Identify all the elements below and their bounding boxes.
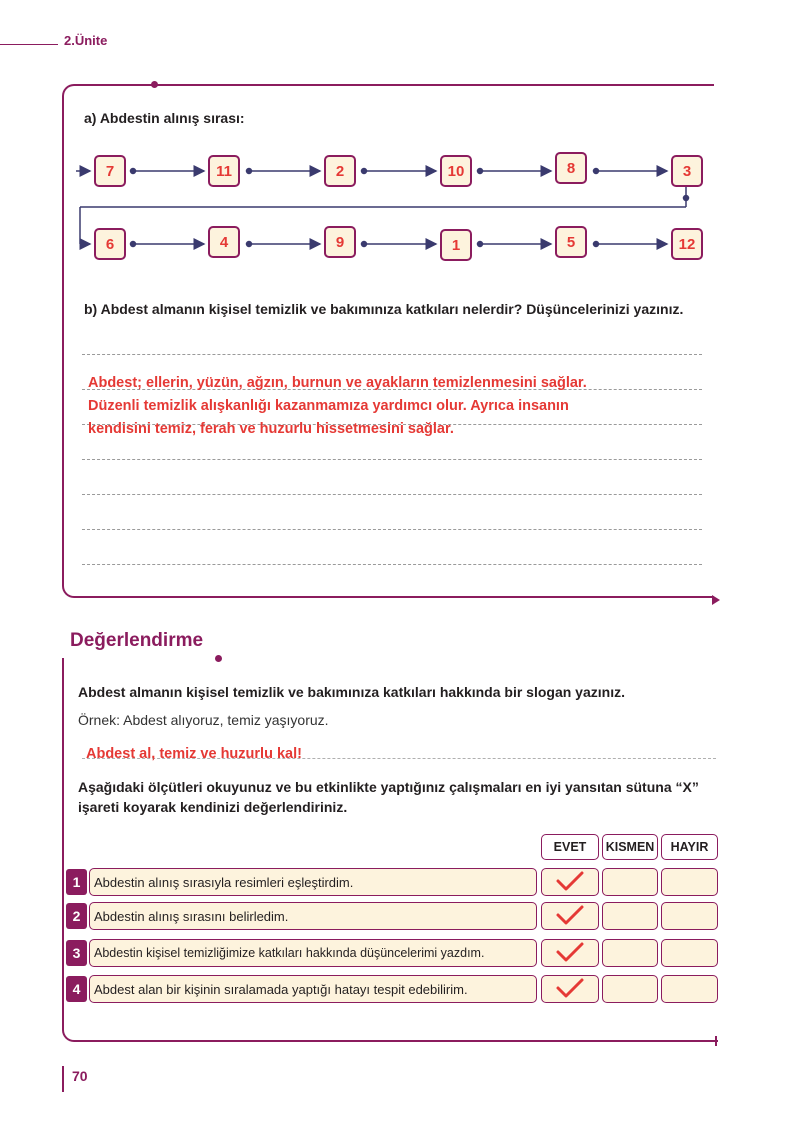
check-icon — [542, 869, 597, 894]
checkbox-hayir[interactable] — [661, 868, 718, 896]
slogan-question: Abdest almanın kişisel temizlik ve bakımınıza katkıları hakkında bir slogan yazınız. — [78, 684, 625, 700]
check-icon — [542, 976, 597, 1001]
answer-line: Abdest; ellerin, yüzün, ağzın, burnun ve ayakların temizlenmesini sağlar. — [88, 375, 587, 391]
sequence-box: 9 — [324, 226, 356, 258]
column-evet: EVET — [541, 834, 599, 860]
checkbox-kismen[interactable] — [602, 902, 658, 930]
criterion-text: Abdestin alınış sırasıyla resimleri eşleştirdim. — [89, 868, 537, 896]
question-b: b) Abdest almanın kişisel temizlik ve bakımınıza katkıları nelerdir? Düşüncelerinizi yazınız. — [84, 301, 684, 317]
criterion-text: Abdestin kişisel temizliğimize katkıları hakkında düşüncelerimi yazdım. — [89, 939, 537, 967]
frame-end-tick — [715, 1036, 717, 1046]
slogan-answer: Abdest al, temiz ve huzurlu kal! — [86, 746, 302, 762]
answer-line: Düzenli temizlik alışkanlığı kazanmamıza yardımcı olur. Ayrıca insanın — [88, 398, 569, 414]
checkbox-evet[interactable] — [541, 975, 599, 1003]
sequence-box: 7 — [94, 155, 126, 187]
row-number: 3 — [66, 940, 87, 966]
writing-line — [82, 564, 702, 565]
row-number: 4 — [66, 976, 87, 1002]
checkbox-kismen[interactable] — [602, 939, 658, 967]
page-number-bar — [62, 1066, 64, 1092]
answer-line: kendisini temiz, ferah ve huzurlu hissetmesini sağlar. — [88, 421, 454, 437]
checkbox-kismen[interactable] — [602, 975, 658, 1003]
checkbox-hayir[interactable] — [661, 939, 718, 967]
sequence-box: 3 — [671, 155, 703, 187]
checkbox-evet[interactable] — [541, 868, 599, 896]
row-number: 2 — [66, 903, 87, 929]
check-icon — [542, 903, 597, 928]
sequence-box: 8 — [555, 152, 587, 184]
criterion-text: Abdest alan bir kişinin sıralamada yaptığı hatayı tespit edebilirim. — [89, 975, 537, 1003]
sequence-box: 6 — [94, 228, 126, 260]
frame-dot — [215, 655, 222, 662]
evaluation-title: Değerlendirme — [70, 630, 204, 651]
checkbox-kismen[interactable] — [602, 868, 658, 896]
sequence-box: 11 — [208, 155, 240, 187]
checkbox-hayir[interactable] — [661, 975, 718, 1003]
writing-line — [82, 354, 702, 355]
question-a: a) Abdestin alınış sırası: — [84, 110, 245, 126]
sequence-box: 12 — [671, 228, 703, 260]
writing-line — [82, 494, 702, 495]
sequence-box: 1 — [440, 229, 472, 261]
slogan-example: Örnek: Abdest alıyoruz, temiz yaşıyoruz. — [78, 712, 329, 728]
criteria-question: Aşağıdaki ölçütleri okuyunuz ve bu etkinlikte yaptığınız çalışmaları en iyi yansıtan sütuna “X” işareti koyarak kendinizi değerlendiriniz. — [78, 779, 699, 815]
column-hayir: HAYIR — [661, 834, 718, 860]
frame-arrow-icon — [712, 595, 720, 605]
sequence-box: 5 — [555, 226, 587, 258]
sequence-box: 4 — [208, 226, 240, 258]
checkbox-evet[interactable] — [541, 902, 599, 930]
writing-line — [82, 529, 702, 530]
checkbox-hayir[interactable] — [661, 902, 718, 930]
column-kismen: KISMEN — [602, 834, 658, 860]
sequence-box: 2 — [324, 155, 356, 187]
unit-label: 2.Ünite — [64, 33, 108, 48]
check-icon — [542, 940, 597, 965]
writing-line — [82, 459, 702, 460]
sequence-box: 10 — [440, 155, 472, 187]
checkbox-evet[interactable] — [541, 939, 599, 967]
row-number: 1 — [66, 869, 87, 895]
answer-b — [88, 372, 587, 441]
criterion-text: Abdestin alınış sırasını belirledim. — [89, 902, 537, 930]
page-number: 70 — [72, 1068, 88, 1084]
